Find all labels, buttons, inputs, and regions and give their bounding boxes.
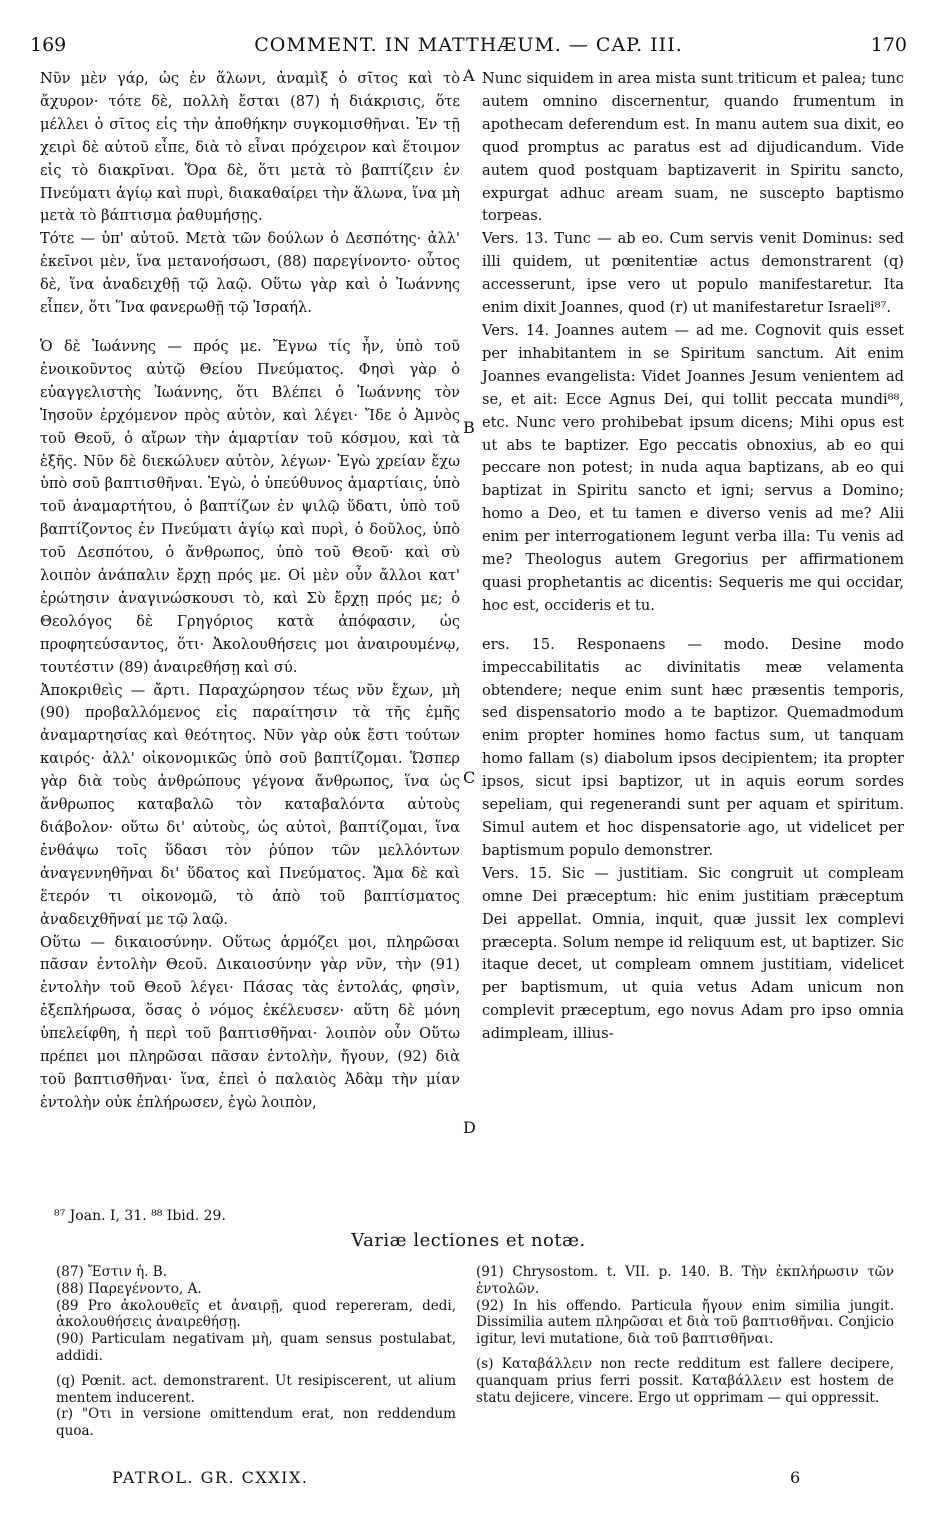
note: (r) "Oτι in versione omittendum erat, non reddendum quoa.: [56, 1406, 456, 1440]
footnote: ⁸⁷ Joan. I, 31. ⁸⁸ Ibid. 29.: [54, 1208, 226, 1224]
notes-right: [476, 1264, 894, 1406]
greek-paragraph: Ὁ δὲ Ἰωάννης — πρός με. Ἔγνω τίς ἦν, ὑπὸ τοῦ ἐνοικοῦντος αὐτῷ Θείου Πνεύματος. Φησὶ γὰρ ὁ εὐαγγελιστὴς Ἰωάννης, ὅτι Βλέπει ὁ Ἰωάννης τὸν Ἰησοῦν ἐρχόμενον πρὸς αὐτὸν, καὶ λέγει· Ἴδε ὁ Ἀμνὸς τοῦ Θεοῦ, ὁ αἴρων τὴν ἁμαρτίαν τοῦ κόσμου, καὶ τὰ ἑξῆς. Νῦν δὲ διεκώλυεν αὐτὸν, λέγων· Ἐγὼ χρείαν ἔχω ὑπὸ σοῦ βαπτισθῆναι. Ἐγὼ, ὁ ὑπεύθυνος ἁμαρτίαις, ὑπὸ τοῦ ἀναμαρτήτου, ὁ βαπτίζων ἐν ψιλῷ ὕδατι, ὑπὸ τοῦ βαπτίζοντος ἐν Πνεύματι ἁγίῳ καὶ πυρὶ, ὁ δοῦλος, ὑπὸ τοῦ Δεσπότου, ὁ ἄνθρωπος, ὑπὸ τοῦ Θεοῦ· καὶ σὺ λοιπὸν ἀνάπαλιν ἔρχῃ πρός με. Οἱ μὲν οὖν ἄλλοι κατ' ἐρώτησιν ἀναγινώσκουσι τὸ, καὶ Σὺ ἔρχῃ πρός με; ὁ Θεολόγος δὲ Γρηγόριος κατὰ ἀπόφασιν, ὡς προφητεύσαντος, ὅτι· Ἀκολουθήσεις μοι ἀναιρουμένῳ, τουτέστιν (89) ἀναιρεθήσῃ καὶ σύ.: [40, 337, 460, 676]
greek-paragraph: Νῦν μὲν γάρ, ὡς ἐν ἅλωνι, ἀναμὶξ ὁ σῖτος καὶ τὸ ἄχυρον· τότε δὲ, πολλὴ ἔσται (87) ἡ διάκρισις, ὅτε μέλλει ὁ σῖτος εἰς τὴν ἀποθήκην συγκομισθῆναι. Ἐν τῇ χειρὶ δὲ αὐτοῦ εἶπε, διὰ τὸ εἶναι πρόχειρον καὶ ἕτοιμον εἰς τὸ διακρῖναι. Ὅρα δὲ, ὅτι μετὰ τὸ βαπτίζειν ἐν Πνεύματι ἁγίῳ καὶ πυρὶ, διακαθαίρει τὴν ἅλωνα, ἵνα μὴ μετὰ τὸ βάπτισμα ῥαθυμήσῃς.: [40, 70, 460, 225]
latin-paragraph: ers. 15. Responaens — modo. Desine modo impeccabilitatis ac divinitatis meæ velamenta obtendere; neque enim sunt hæc præsentis temporis, sed dispensatorio modo a te baptizor. Quemadmodum enim propter homines homo factus sum, ut tanquam homo fallam (s) diabolum ipsos decipientem; ita propter ipsos, sicut ipsi baptizor, ut in aquis eorum sordes sepeliam, qui regenerandi sunt per aquam et spiritum. Simul autem et hoc dispensatorie ago, ut videlicet per baptismum populo demonstrer.: [482, 635, 904, 859]
running-header: [0, 34, 937, 58]
margin-letter: C: [463, 768, 476, 787]
margin-letter: A: [463, 66, 475, 85]
latin-column: [482, 68, 904, 1046]
latin-paragraph: Vers. 14. Joannes autem — ad me. Cognovit quis esset per inhabitantem in se Spiritum sanctum. Ait enim Joannes evangelista: Videt Joannes Jesum venientem ad se, et ait: Ecce Agnus Dei, qui tollit peccata mundi⁸⁸, etc. Nunc vero prohibebat ipsum dicens; Mihi opus est ut abs te baptizer. Ego peccatis obnoxius, ab eo qui peccare non potest; in nuda aqua baptizans, ab eo qui baptizat in Spiritu sancto et igni; servus a Domino; homo a Deo, et tu tamen e diverso venis ad me? Alii enim per interrogationem legunt verba illa: Tu venis ad me? Theologus autem Gregorius per affirmationem quasi prophetantis ac dicentis: Sequeris me qui occidar, hoc est, occideris et tu.: [482, 321, 904, 614]
sheet-number: 6: [790, 1468, 801, 1487]
page-number-left: 169: [30, 34, 67, 56]
note: (91) Chrysostom. t. VII. p. 140. B. Τὴν ἐκπλήρωσιν τῶν ἐντολῶν.: [476, 1264, 894, 1297]
note: (92) In his offendo. Particula ἤγουν enim similia jungit. Dissimilia autem πληρῶσαι et διὰ τοῦ βαπτισθῆναι. Conjicio igitur, levi mutatione, διὰ τοῦ βαπτισθῆναι.: [476, 1297, 894, 1348]
greek-paragraph: Τότε — ὑπ' αὐτοῦ. Μετὰ τῶν δούλων ὁ Δεσπότης· ἀλλ' ἐκεῖνοι μὲν, ἵνα μετανοήσωσι, (88) παρεγίνοντο· οὗτος δὲ, ἵνα ἀναδειχθῇ τῷ λαῷ. Οὕτω γὰρ καὶ ὁ Ἰωάννης εἶπεν, ὅτι Ἵνα φανερωθῇ τῷ Ἰσραήλ.: [40, 230, 460, 317]
latin-paragraph: Vers. 13. Tunc — ab eo. Cum servis venit Dominus: sed illi quidem, ut pœnitentiæ actus demonstrarent (q) accesserunt, ipse vero ut populo manifestaretur. Ita enim dixit Joannes, quod (r) ut manifestaretur Israeli⁸⁷.: [482, 230, 904, 317]
note: (q) Pœnit. act. demonstrarent. Ut resipiscerent, ut alium mentem inducerent.: [56, 1372, 456, 1406]
greek-paragraph: Οὕτω — δικαιοσύνην. Οὕτως ἁρμόζει μοι, πληρῶσαι πᾶσαν ἐντολὴν Θεοῦ. Δικαιοσύνην γὰρ νῦν, τὴν (91) ἐντολὴν τοῦ Θεοῦ λέγει· Πάσας τὰς ἐντολάς, φησὶν, ἐξεπλήρωσα, ὅσας ὁ νόμος ἐκέλευσεν· αὕτη δὲ μόνη ὑπελείφθη, ἡ περὶ τοῦ βαπτισθῆναι· λοιπὸν οὖν Οὕτω πρέπει μοι πληρῶσαι πᾶσαν ἐντολὴν, ἤγουν, (92) διὰ τοῦ βαπτισθῆναι· ἵνα, ἐπεὶ ὁ παλαιὸς Ἀδὰμ τὴν μίαν ἐντολὴν οὐκ ἐπλήρωσεν, ἐγὼ λοιπὸν,: [40, 933, 460, 1111]
page-number-right: 170: [870, 34, 907, 56]
margin-letter: B: [463, 418, 475, 437]
note: (89 Pro ἀκολουθεῖς et ἀναιρῇ, quod repereram, dedi, ἀκολουθήσεις ἀναιρεθήσῃ.: [56, 1297, 456, 1331]
latin-paragraph: Nunc siquidem in area mista sunt triticum et palea; tunc autem omnino discernentur, quando frumentum in apothecam deferendum est. In manu autem sua dixit, eo quod promptus ac paratus est ad dijudicandum. Vide autem quod postquam baptizaverit in Spiritu sancto, expurgat adhuc aream suam, ne suscepto baptismo torpeas.: [482, 70, 904, 225]
note: (88) Παρεγένοντο, A.: [56, 1280, 202, 1297]
note: (s) Καταβάλλειν non recte redditum est fallere decipere, quanquam prius ferri possit. Καταβάλλειν est hostem de statu dejicere, vincere. Ergo ut opprimam — qui oppressit.: [476, 1355, 894, 1406]
latin-paragraph: Vers. 15. Sic — justitiam. Sic congruit ut compleam omne Dei præceptum: hic enim justitiam præceptum Dei appellat. Omnia, inquit, quæ jussit lex complevi præcepta. Solum nempe id reliquum est, ut baptizer. Sic itaque decet, ut compleam omnem justitiam, videlicet per baptismum, ut quia vetus Adam unicum non complevit præceptum, ego novus Adam pro ipso omnia adimpleam, illius-: [482, 864, 904, 1043]
margin-letter: D: [463, 1118, 476, 1137]
running-title: COMMENT. IN MATTHÆUM. — CAP. III.: [254, 34, 683, 56]
signature-line: PATROL. GR. CXXIX.: [112, 1468, 309, 1487]
notes-left: [56, 1264, 456, 1440]
note: (87) Ἔστιν ἡ. B.: [56, 1264, 167, 1280]
variae-lectiones-title: Variæ lectiones et notæ.: [351, 1230, 586, 1251]
note: (90) Particulam negativam μὴ, quam sensus postulabat, addidi.: [56, 1331, 456, 1364]
greek-column: [40, 68, 460, 1115]
greek-paragraph: Ἀποκριθεὶς — ἄρτι. Παραχώρησον τέως νῦν ἔχων, μὴ (90) προβαλλόμενος εἰς παραίτησιν τὰ τῆς ἐμῆς ἀναμαρτησίας καὶ θεότητος. Νῦν γὰρ οὐκ ἔστι τούτων καιρός· ἀλλ' οἰκονομικῶς ὑπὸ σοῦ βαπτίζομαι. Ὥσπερ γὰρ διὰ τοὺς ἀνθρώπους γέγονα ἄνθρωπος, ἵνα ὡς ἄνθρωπος καταβαλῶ τὸν καταβαλόντα αὐτοὺς διάβολον· οὕτω δι' αὐτοὺς, ὡς αὐτοὶ, βαπτίζομαι, ἵνα ἐνθάψω τοῖς ὕδασι τὸν ῥύπον τῶν μελλόντων ἀναγεννηθῆναι δι' ὕδατος καὶ Πνεύματος. Ἅμα δὲ καὶ ἕτερόν τι οἰκονομῶ, τὸ ἀπὸ τοῦ βαπτίσματος ἀναδειχθῆναί με τῷ λαῷ.: [40, 681, 460, 928]
